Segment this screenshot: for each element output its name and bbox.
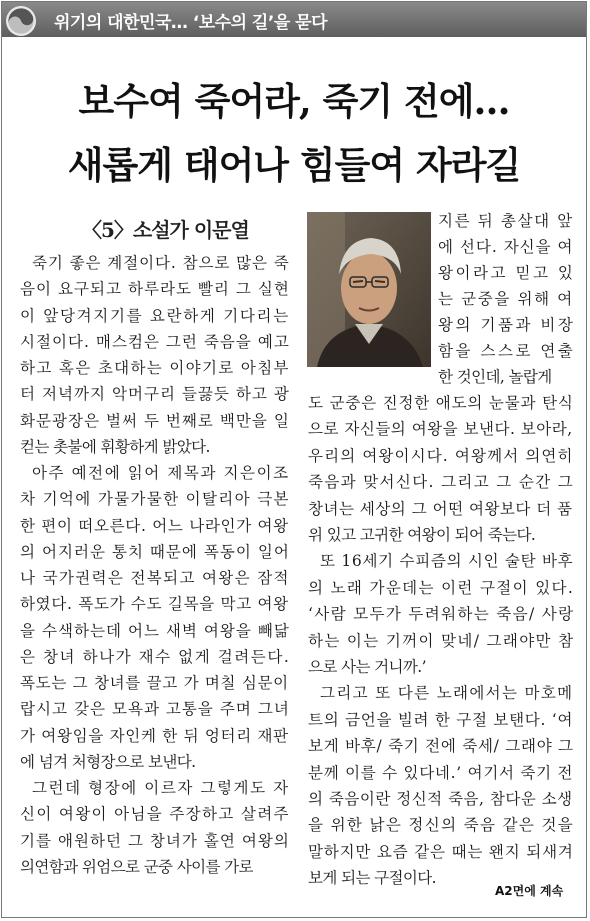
headline-line-2: 새롭게 태어나 힘들여 자라길: [67, 143, 521, 187]
text-line: ‘사람 모두가 두려워하는 죽음/ 사랑: [308, 605, 575, 624]
text-line: 도 군중은 진정한 애도의 눈물과 탄식: [308, 394, 574, 412]
text-line: 그리고 또 다른 노래에서는 마호메: [320, 684, 574, 703]
text-line: 에 넘겨 처형장으로 보낸다.: [20, 752, 196, 771]
continued-note: A2면에 계속: [495, 884, 564, 898]
taegeuk-emblem-icon: [5, 5, 37, 37]
series-title: 위기의 대한민국… ‘보수의 길’을 묻다: [54, 13, 327, 33]
text-line: 아주 예전에 읽어 제목과 지은이조: [32, 464, 290, 482]
text-line: 의 죽음이란 정신적 죽음, 참다운 소생: [308, 790, 573, 808]
text-line: 분께 이를 수 있다네.’ 여기서 죽기 전: [308, 763, 574, 782]
text-line: 한 편이 떠오른다. 어느 나라인가 여왕: [20, 516, 289, 535]
text-line: 의연함과 위엄으로 군중 사이를 가로: [20, 857, 253, 876]
text-line: 지른 뒤 총살대 앞: [438, 212, 574, 230]
text-line: 보게 되는 구절이다.: [308, 869, 436, 888]
text-line: 하고 혹은 초대하는 이야기로 아침부: [20, 359, 290, 377]
text-line: 함을 스스로 연출: [438, 342, 576, 360]
text-line: 랍시고 갖은 모욕과 고통을 주며 그녀: [20, 700, 290, 719]
text-line: 화문광장은 벌써 두 번째로 백만을 일: [20, 411, 290, 430]
text-line: 으로 자신들의 여왕을 보낸다. 보아라,: [308, 420, 573, 439]
author-portrait: [307, 212, 431, 367]
text-line: 의 어지러운 통치 때문에 폭동이 일어: [20, 542, 290, 561]
text-line: 왕이라고 믿고 있: [438, 264, 576, 282]
text-line: 또 16세기 수피즘의 시인 술탄 바후: [320, 552, 574, 571]
text-line: 말하지만 요즘 같은 때는 왠지 되새겨: [308, 842, 574, 861]
text-line: 왕의 기품과 비장: [438, 316, 576, 334]
text-line: 트의 금언을 빌려 한 구절 보탠다. ‘여: [308, 710, 574, 729]
text-line: 가 여왕임을 자인케 한 뒤 엉터리 재판: [20, 726, 289, 745]
newspaper-column: [1, 1, 587, 918]
text-line: 하였다. 폭도가 수도 길목을 막고 여왕: [20, 595, 289, 614]
text-line: 은 창녀 하나가 재수 없게 걸려든다.: [20, 647, 291, 666]
series-header: [2, 2, 586, 37]
text-line: 보게 바후/ 죽기 전에 죽세/ 그래야 그: [308, 737, 574, 756]
text-line: 을 수색하는데 어느 새벽 여왕을 빼닮: [20, 621, 290, 640]
text-line: 을 위한 낡은 정신의 죽음 같은 것을: [308, 816, 575, 835]
text-line: 으로 사는 거니까.’: [308, 658, 426, 676]
text-line: 우리의 여왕이시다. 여왕께서 의연히: [308, 446, 574, 465]
text-line: 위 있고 고귀한 여왕이 되어 죽는다.: [308, 526, 536, 544]
text-line: 한 것인데, 놀랍게: [438, 368, 552, 386]
headline-line-1: 보수여 죽어라, 죽기 전에…: [78, 79, 510, 123]
text-line: 터 저녁까지 악머구리 들끓듯 하고 광: [20, 385, 290, 404]
text-line: 시절이다. 매스컴은 그런 죽음을 예고: [20, 332, 290, 351]
text-line: 의 노래 가운데는 이런 구절이 있다.: [308, 578, 575, 597]
text-line: 폭도는 그 창녀를 끌고 가 며칠 심문이: [20, 674, 289, 692]
text-line: 이 앞당겨지기를 요란하게 기다리는: [20, 306, 290, 325]
text-line: 에 선다. 자신을 여: [438, 238, 574, 256]
text-line: 하는 이는 기꺼이 맞네/ 그래야만 참: [308, 631, 575, 650]
text-line: 신이 여왕이 아님을 주장하고 살려주: [20, 805, 290, 824]
text-line: 죽음과 맞서신다. 그리고 그 순간 그: [308, 473, 575, 492]
byline: 〈5〉소설가 이문열: [82, 218, 249, 242]
text-line: 차 기억에 가물가물한 이탈리아 극본: [20, 490, 290, 509]
text-line: 나 국가권력은 전복되고 여왕은 잠적: [20, 569, 290, 587]
text-line: 창녀는 세상의 그 어떤 여왕보다 더 품: [308, 499, 573, 518]
text-line: 그런데 형장에 이르자 그렇게도 자: [32, 779, 290, 797]
text-line: 죽기 좋은 계절이다. 참으로 많은 죽: [32, 254, 290, 272]
text-line: 음이 요구되고 하루라도 빨리 그 실현: [20, 280, 290, 299]
text-line: 컫는 촛불에 휘황하게 밝았다.: [20, 437, 210, 456]
text-line: 는 군중을 위해 여: [438, 290, 574, 308]
text-line: 기를 애원하던 그 창녀가 홀연 여왕의: [20, 831, 290, 850]
